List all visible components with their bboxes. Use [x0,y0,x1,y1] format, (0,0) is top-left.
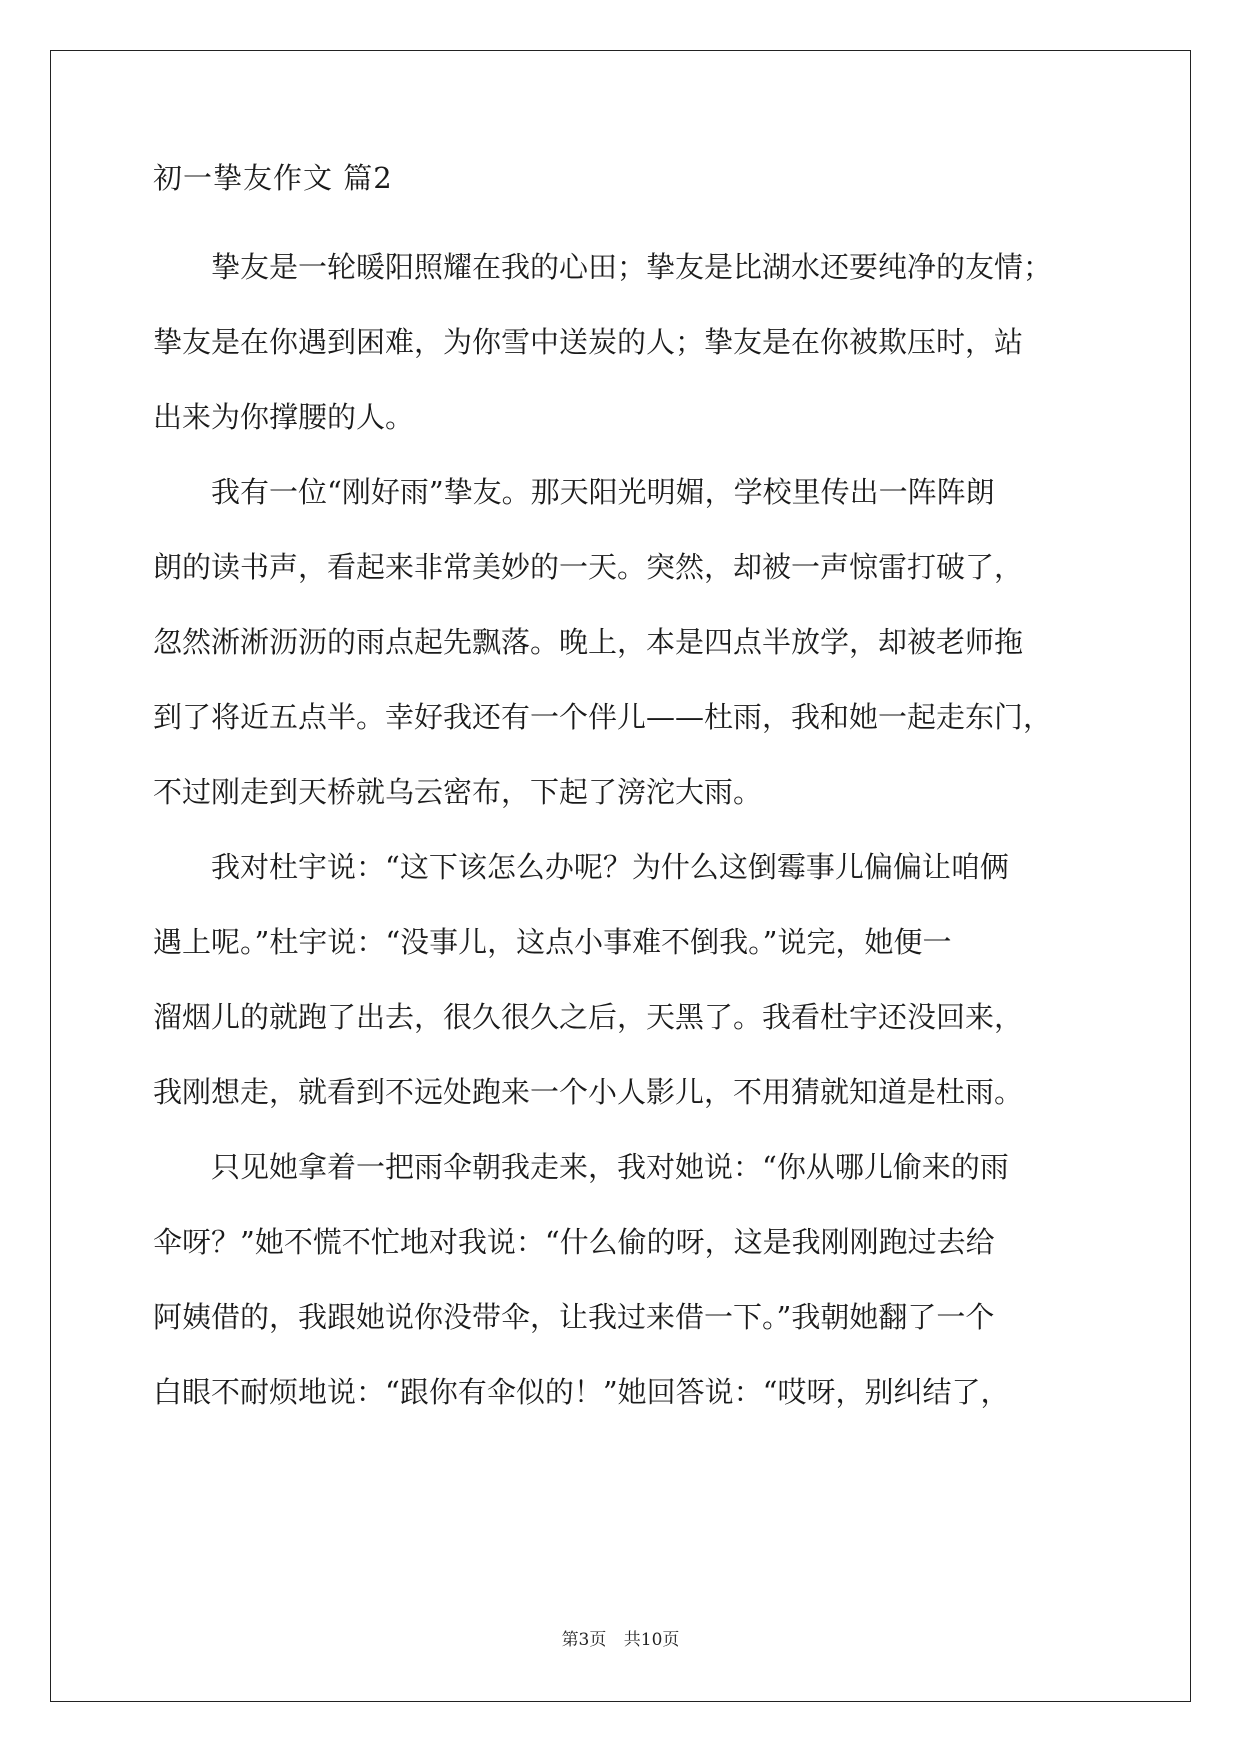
text-line: 忽然淅淅沥沥的雨点起先飘落。晚上，本是四点半放学，却被老师拖 [153,625,1024,659]
text-line: 白眼不耐烦地说：“跟你有伞似的！”她回答说：“哎呀，别纠结了， [153,1375,1010,1409]
page-total: 共10页 [623,1630,680,1650]
text-line: 我对杜宇说：“这下该怎么办呢？为什么这倒霉事儿偏偏让咱俩 [153,850,1009,884]
text-line: 朗的读书声，看起来非常美妙的一天。突然，却被一声惊雷打破了， [153,550,1024,584]
text-line: 我有一位“刚好雨”挚友。那天阳光明媚，学校里传出一阵阵朗 [153,475,995,509]
text-line: 遇上呢。”杜宇说：“没事儿，这点小事难不倒我。”说完，她便一 [153,925,952,959]
essay-heading: 初一挚友作文 篇2 [153,161,393,195]
text-line: 我刚想走，就看到不远处跑来一个小人影儿，不用猜就知道是杜雨。 [153,1075,1024,1109]
text-line: 到了将近五点半。幸好我还有一个伴儿——杜雨，我和她一起走东门， [153,700,1053,734]
paragraph-4 [153,1130,1103,1430]
text-line: 出来为你撑腰的人。 [153,400,415,434]
text-line: 阿姨借的，我跟她说你没带伞，让我过来借一下。”我朝她翻了一个 [153,1300,995,1334]
text-line: 挚友是在你遇到困难，为你雪中送炭的人；挚友是在你被欺压时，站 [153,325,1024,359]
page-number: 第3页 [561,1630,607,1650]
text-line: 溜烟儿的就跑了出去，很久很久之后，天黑了。我看杜宇还没回来， [153,1000,1024,1034]
text-line: 伞呀？”她不慌不忙地对我说：“什么偷的呀，这是我刚刚跑过去给 [153,1225,995,1259]
text-line: 挚友是一轮暖阳照耀在我的心田；挚友是比湖水还要纯净的友情； [153,250,1053,284]
document-body [153,161,1103,1430]
paragraph-2 [153,455,1103,830]
page-footer [0,1625,1241,1650]
text-line: 只见她拿着一把雨伞朝我走来，我对她说：“你从哪儿偷来的雨 [153,1150,1009,1184]
paragraph-3 [153,830,1103,1130]
text-line: 不过刚走到天桥就乌云密布，下起了滂沱大雨。 [153,775,763,809]
paragraph-1 [153,230,1103,455]
